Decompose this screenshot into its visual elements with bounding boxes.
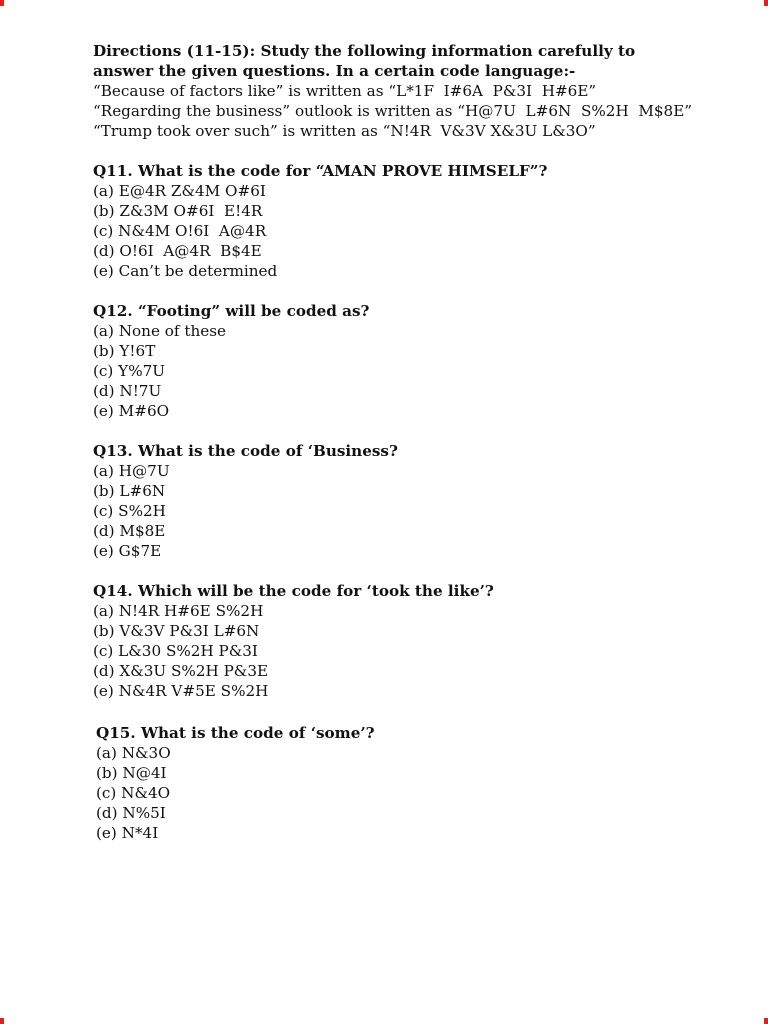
corner-mark-bottom-left (0, 1018, 4, 1024)
answer-option: (c) L&30 S%2H P&3I (93, 642, 258, 660)
question-12 (93, 301, 693, 421)
answer-option: (b) Z&3M O#6I E!4R (93, 202, 263, 220)
question-14 (93, 581, 693, 701)
corner-mark-top-left (0, 0, 4, 6)
answer-option: (d) M$8E (93, 522, 166, 540)
answer-option: (d) X&3U S%2H P&3E (93, 662, 269, 680)
answer-option: (c) N&4O (96, 784, 171, 802)
question-title: Q15. What is the code of ‘some’? (96, 724, 375, 742)
directions-heading: Directions (11-15): Study the following information carefully to answer the given questions. In a certain code language:- (93, 42, 636, 80)
answer-option: (b) N@4I (96, 764, 167, 782)
answer-option: (c) N&4M O!6I A@4R (93, 222, 267, 240)
answer-option: (e) N&4R V#5E S%2H (93, 682, 269, 700)
answer-option: (c) Y%7U (93, 362, 166, 380)
question-13 (93, 441, 693, 561)
answer-option: (d) N!7U (93, 382, 162, 400)
question-title: Q12. “Footing” will be coded as? (93, 302, 370, 320)
question-title: Q11. What is the code for “AMAN PROVE HIMSELF”? (93, 162, 548, 180)
code-example-line: “Trump took over such” is written as “N!4R V&3V X&3U L&3O” (93, 122, 596, 140)
answer-option: (d) N%5I (96, 804, 166, 822)
question-15 (93, 723, 693, 843)
question-title: Q14. Which will be the code for ‘took the like’? (93, 582, 494, 600)
corner-mark-bottom-right (764, 1018, 768, 1024)
answer-option: (a) None of these (93, 322, 227, 340)
answer-option: (a) N&3O (96, 744, 171, 762)
answer-option: (a) H@7U (93, 462, 170, 480)
code-example-line: “Because of factors like” is written as “L*1F I#6A P&3I H#6E” (93, 82, 597, 100)
question-title: Q13. What is the code of ‘Business? (93, 442, 398, 460)
answer-option: (e) G$7E (93, 542, 162, 560)
question-11 (93, 161, 693, 281)
answer-option: (b) Y!6T (93, 342, 156, 360)
corner-mark-top-right (764, 0, 768, 6)
directions-block (93, 41, 693, 141)
answer-option: (a) N!4R H#6E S%2H (93, 602, 264, 620)
answer-option: (e) Can’t be determined (93, 262, 278, 280)
answer-option: (b) V&3V P&3I L#6N (93, 622, 260, 640)
answer-option: (c) S%2H (93, 502, 166, 520)
answer-option: (e) N*4I (96, 824, 159, 842)
document-body (93, 41, 693, 843)
answer-option: (e) M#6O (93, 402, 170, 420)
code-example-line: “Regarding the business” outlook is written as “H@7U L#6N S%2H M$8E” (93, 102, 693, 120)
answer-option: (a) E@4R Z&4M O#6I (93, 182, 266, 200)
answer-option: (d) O!6I A@4R B$4E (93, 242, 262, 260)
answer-option: (b) L#6N (93, 482, 166, 500)
